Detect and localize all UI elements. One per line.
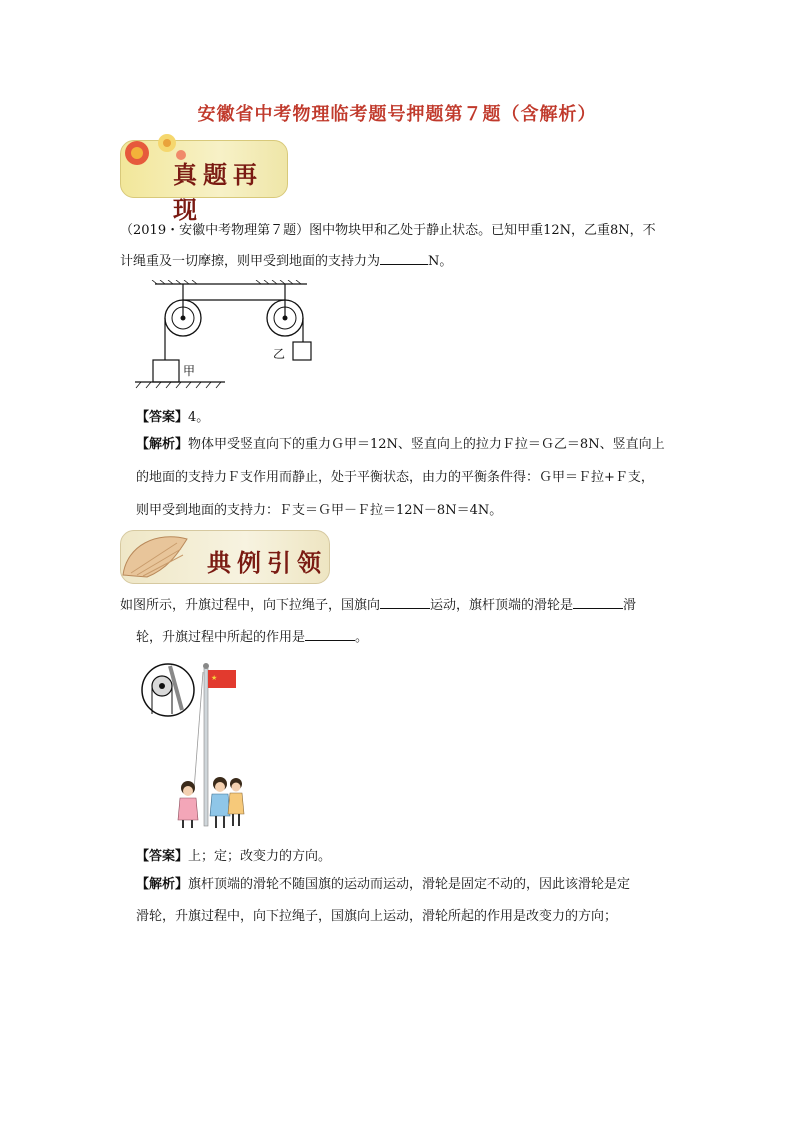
q1-text-line1: （2019・安徽中考物理第７题）图中物块甲和乙处于静止状态。已知甲重12N，乙重8N，不 [120,223,656,238]
q2-line1-b: 运动，旗杆顶端的滑轮是 [430,598,574,613]
q2-text-line1 [120,596,690,615]
flag-raising-figure [136,660,256,830]
q2-answer-label: 【答案】 [136,849,189,864]
section-banner2-label: 典例引领 [207,548,327,577]
label-jia: 甲 [183,364,196,378]
q1-analysis-line1 [136,436,676,454]
section-banner-label: 真题再现 [173,160,263,224]
q1-line2-pre: 计绳重及一切摩擦，则甲受到地面的支持力为 [120,254,381,269]
q1-answer-value: 4。 [188,410,210,425]
q1-answer-label: 【答案】 [136,410,189,425]
q2-line1-c: 滑 [623,598,637,613]
section-banner-real-exam [120,140,288,224]
q2-analysis-text1: 旗杆顶端的滑轮不随国旗的运动而运动，滑轮是固定不动的，因此该滑轮是定 [188,877,631,892]
q2-answer [136,845,331,864]
page-title: 安徽省中考物理临考题号押题第７题（含解析） [197,104,597,125]
q1-answer [136,406,209,425]
svg-text:★: ★ [211,674,218,682]
q1-analysis-line2: 的地面的支持力Ｆ支作用而静止，处于平衡状态，由力的平衡条件得：Ｇ甲＝Ｆ拉+Ｆ支， [136,470,654,485]
pulley-figure [135,280,335,395]
q1-analysis-label: 【解析】 [136,437,189,452]
q1-text-line2 [120,252,680,271]
shell-decoration-icon [117,525,197,585]
q1-answer-blank [380,252,428,265]
q2-blank1 [380,596,430,609]
q1-analysis-line3: 则甲受到地面的支持力：Ｆ支＝Ｇ甲－Ｆ拉＝12N－8N＝4N。 [136,503,503,518]
q2-text-line2 [136,628,696,647]
q2-analysis-line1 [136,876,686,894]
q2-blank2 [573,596,623,609]
q2-analysis-line2: 滑轮，升旗过程中，向下拉绳子，国旗向上运动，滑轮所起的作用是改变力的方向； [136,909,618,924]
label-yi: 乙 [273,347,286,361]
q1-analysis-text1: 物体甲受竖直向下的重力Ｇ甲＝12N、竖直向上的拉力Ｆ拉＝Ｇ乙＝8N、竖直向上 [188,437,665,452]
q2-line1-a: 如图所示，升旗过程中，向下拉绳子，国旗向 [120,598,381,613]
q2-line2-a: 轮，升旗过程中所起的作用是 [136,630,306,645]
q2-answer-value: 上；定；改变力的方向。 [188,849,332,864]
q2-analysis-label: 【解析】 [136,877,189,892]
q2-blank3 [305,628,355,641]
section-banner-example [120,530,330,584]
q1-line2-post: N。 [428,254,453,269]
q2-line2-b: 。 [355,630,369,645]
